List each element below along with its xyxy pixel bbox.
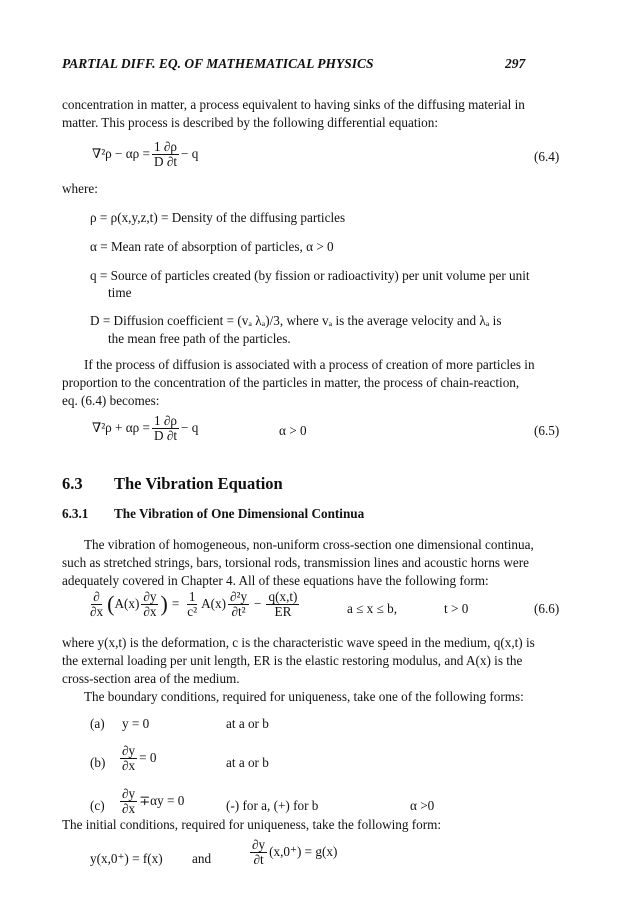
- intro-line-1: concentration in matter, a process equivalent to having sinks of the diffusing material in: [62, 97, 525, 112]
- eq66-c-num: 1: [188, 589, 196, 604]
- eq66-ax: A(x): [201, 596, 226, 612]
- where-label: where:: [62, 181, 98, 196]
- eq65-lhs: ∇²ρ + αρ =: [92, 420, 150, 436]
- def-q-line-2: time: [108, 285, 132, 300]
- eq66-ax-inner: A(x): [114, 596, 140, 612]
- eq66-outer-deriv: [88, 590, 105, 619]
- vib-expl-line-4: The boundary conditions, required for uniqueness, take one of the following forms:: [84, 689, 524, 704]
- bc-b-den: ∂x: [122, 757, 136, 773]
- eq66-d2-num: ∂²y: [229, 589, 248, 604]
- eq64-num: 1 ∂ρ: [154, 139, 177, 154]
- eq66-equals: =: [171, 596, 180, 612]
- bc-a-equation: y = 0: [122, 716, 150, 731]
- eq66-q-frac: [266, 590, 299, 619]
- bc-c-equation: [118, 787, 184, 816]
- bc-a-label: (a): [90, 716, 105, 731]
- bc-c-num: ∂y: [122, 786, 136, 801]
- eq64-number: (6.4): [534, 149, 560, 164]
- bc-c-note: (-) for a, (+) for b: [226, 798, 319, 813]
- def-alpha: α = Mean rate of absorption of particles, α > 0: [90, 239, 334, 254]
- page-number: 297: [505, 56, 526, 71]
- eq65-fraction: [152, 414, 179, 443]
- vib-expl-line-2: the external loading per unit length, ER is the elastic restoring modulus, and A(x) is the: [62, 653, 523, 668]
- ic-rhs-equation: [248, 838, 337, 867]
- def-rho: ρ = ρ(x,y,z,t) = Density of the diffusing particles: [90, 210, 346, 225]
- bc-b-rhs: = 0: [139, 750, 157, 766]
- bc-c-den: ∂x: [122, 800, 136, 816]
- eq64-lhs: ∇²ρ − αρ =: [92, 146, 150, 162]
- intro-line-2: matter. This process is described by the following differential equation:: [62, 115, 438, 130]
- eq66-d-num: ∂: [93, 589, 100, 604]
- ic-fraction: [250, 838, 267, 867]
- bc-c-fraction: [120, 787, 137, 816]
- vib-expl-line-1: where y(x,t) is the deformation, c is the characteristic wave speed in the medium, q(x,t) is: [62, 635, 535, 650]
- eq64-fraction: [152, 140, 179, 169]
- eq64-den: D ∂t: [154, 153, 178, 169]
- subsection-number: 6.3.1: [62, 506, 89, 521]
- eq66-q-den: ER: [274, 603, 292, 619]
- bc-b-equation: [118, 744, 156, 773]
- eq66-c-den: c²: [187, 603, 198, 619]
- eq66-number: (6.6): [534, 601, 560, 616]
- eq66-close-paren: ): [160, 591, 168, 617]
- eq64-rhs: − q: [181, 146, 199, 162]
- eq66-minus: −: [254, 596, 262, 612]
- chain-line-2: proportion to the concentration of the particles in matter, the process of chain-reaction,: [62, 375, 520, 390]
- running-title: PARTIAL DIFF. EQ. OF MATHEMATICAL PHYSICS: [62, 56, 374, 71]
- bc-c-label: (c): [90, 798, 105, 813]
- chain-line-3: eq. (6.4) becomes:: [62, 393, 160, 408]
- bc-c-condition: α >0: [410, 798, 435, 813]
- def-q-line-1: q = Source of particles created (by fission or radioactivity) per unit volume per unit: [90, 268, 530, 283]
- eq66-range: a ≤ x ≤ b,: [347, 601, 398, 616]
- eq66-d-den: ∂x: [90, 603, 104, 619]
- subsection-title: The Vibration of One Dimensional Continua: [114, 506, 365, 521]
- ic-den: ∂t: [253, 851, 264, 867]
- def-D-line-2: the mean free path of the particles.: [108, 331, 291, 346]
- eq66-d2-frac: [228, 590, 249, 619]
- bc-b-label: (b): [90, 755, 106, 770]
- eq65-den: D ∂t: [154, 427, 178, 443]
- section-number: 6.3: [62, 474, 83, 493]
- ic-num: ∂y: [252, 837, 266, 852]
- ic-and: and: [192, 851, 212, 866]
- eq65-rhs: − q: [181, 420, 199, 436]
- bc-b-fraction: [120, 744, 137, 773]
- eq66-inner-deriv: [141, 590, 158, 619]
- vib-intro-line-3: adequately covered in Chapter 4. All of these equations have the following form:: [62, 573, 489, 588]
- eq65-num: 1 ∂ρ: [154, 413, 177, 428]
- eq66-q-num: q(x,t): [268, 589, 298, 604]
- section-title: The Vibration Equation: [114, 474, 283, 493]
- def-D-line-1: D = Diffusion coefficient = (vₐ λₐ)/3, where vₐ is the average velocity and λₐ is: [90, 313, 502, 328]
- bc-c-rhs: ∓αy = 0: [139, 793, 185, 809]
- bc-b-location: at a or b: [226, 755, 269, 770]
- eq65-number: (6.5): [534, 423, 560, 438]
- eq66-dy-den: ∂x: [143, 603, 157, 619]
- equation-6-6: [86, 590, 301, 619]
- eq66-t-condition: t > 0: [444, 601, 469, 616]
- equation-6-5: [92, 414, 198, 443]
- ic-rhs: (x,0⁺) = g(x): [269, 844, 338, 860]
- eq66-c-frac: [185, 590, 199, 619]
- bc-b-num: ∂y: [122, 743, 136, 758]
- ic-lhs: y(x,0⁺) = f(x): [90, 851, 163, 866]
- ic-intro: The initial conditions, required for uniqueness, take the following form:: [62, 817, 442, 832]
- eq66-d2-den: ∂t²: [231, 603, 246, 619]
- equation-6-4: [92, 140, 198, 169]
- chain-line-1: If the process of diffusion is associated with a process of creation of more particles in: [84, 357, 535, 372]
- eq66-dy-num: ∂y: [143, 589, 157, 604]
- bc-a-location: at a or b: [226, 716, 269, 731]
- eq66-open-paren: (: [107, 591, 115, 617]
- vib-expl-line-3: cross-section area of the medium.: [62, 671, 240, 686]
- vib-intro-line-1: The vibration of homogeneous, non-uniform cross-section one dimensional continua,: [84, 537, 534, 552]
- vib-intro-line-2: such as stretched strings, bars, torsional rods, transmission lines and acoustic horns were: [62, 555, 529, 570]
- eq65-condition: α > 0: [279, 423, 307, 438]
